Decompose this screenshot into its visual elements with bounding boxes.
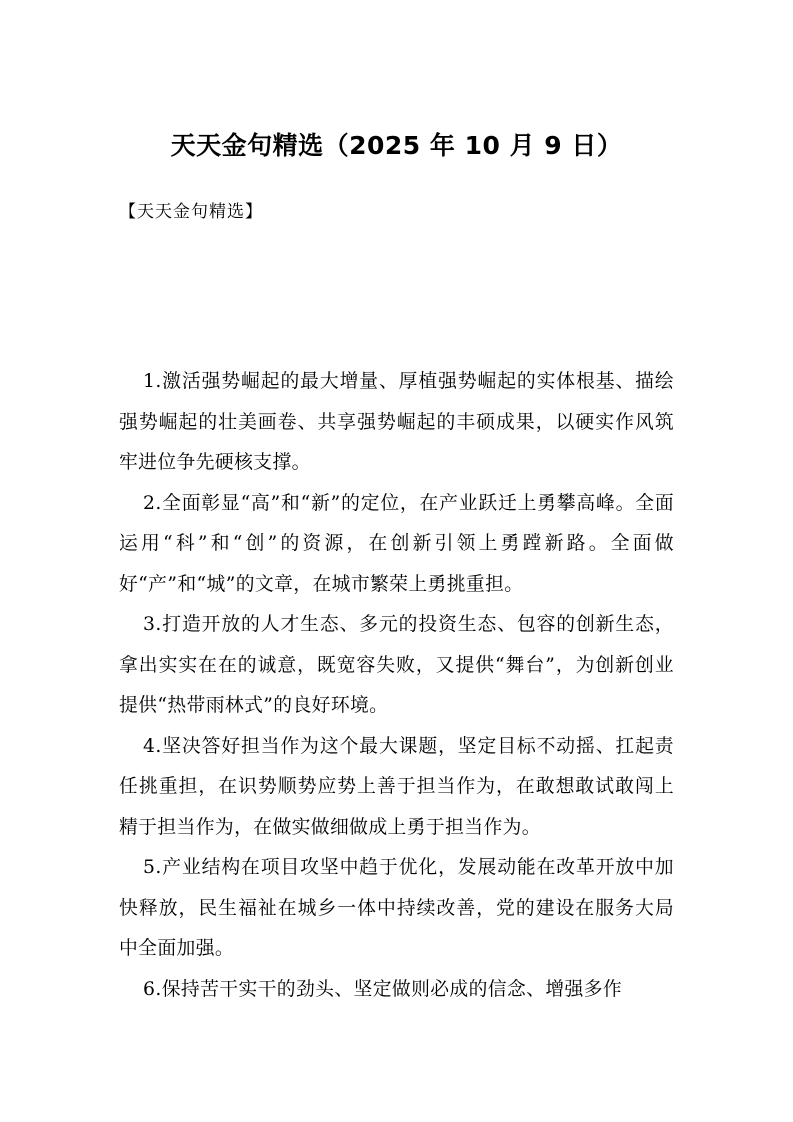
paragraph-3: 3.打造开放的人才生态、多元的投资生态、包容的创新生态，拿出实实在在的诚意，既宽容失败，又提供“舞台”，为创新创业提供“热带雨林式”的良好环境。 (119, 614, 674, 716)
section-label: 【天天金句精选】 (119, 202, 263, 222)
paragraph-2: 2.全面彰显“高”和“新”的定位，在产业跃迁上勇攀高峰。全面运用“科”和“创”的资源，在创新引领上勇蹚新路。全面做好“产”和“城”的文章，在城市繁荣上勇挑重担。 (119, 492, 674, 595)
paragraph-4: 4.坚决答好担当作为这个最大课题，坚定目标不动摇、扛起责任挑重担，在识势顺势应势上善于担当作为，在敢想敢试敢闯上精于担当作为，在做实做细做成上勇于担当作为。 (119, 735, 674, 838)
paragraph-5: 5.产业结构在项目攻坚中趋于优化，发展动能在改革开放中加快释放，民生福祉在城乡一体中持续改善，党的建设在服务大局中全面加强。 (119, 857, 674, 959)
paragraph-1: 1.激活强势崛起的最大增量、厚植强势崛起的实体根基、描绘强势崛起的壮美画卷、共享强势崛起的丰硕成果，以硬实作风筑牢进位争先硬核支撑。 (119, 371, 674, 473)
document-title: 天天金句精选（2025 年 10 月 9 日） (170, 131, 623, 160)
paragraph-6: 6.保持苦干实干的劲头、坚定做则必成的信念、增强多作 (143, 978, 623, 1000)
document-body (119, 362, 674, 1010)
